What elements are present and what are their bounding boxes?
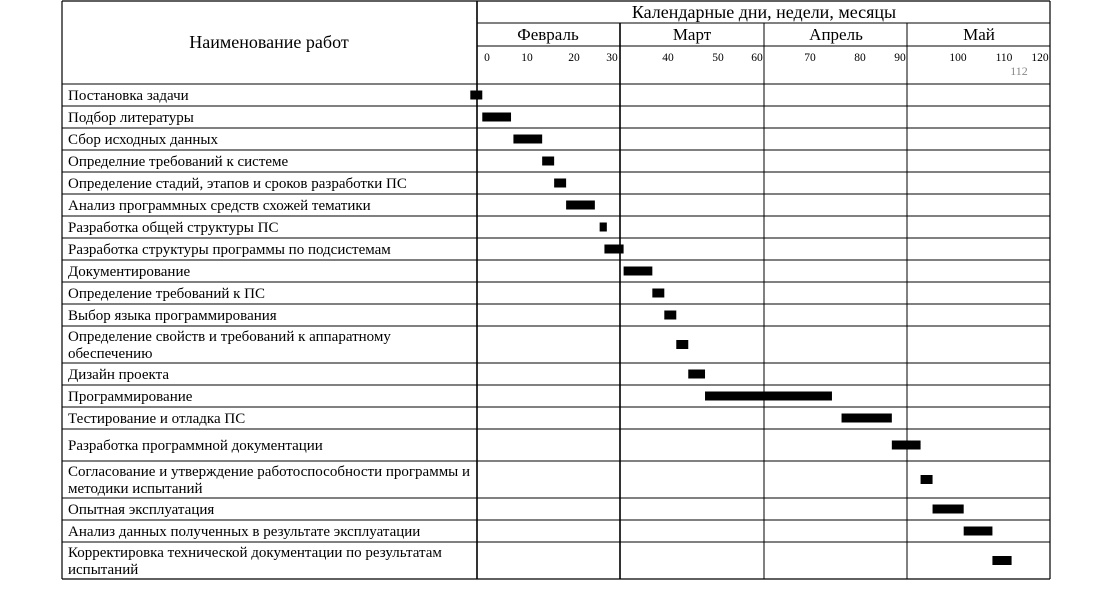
task-bar: [470, 91, 482, 100]
task-bar: [964, 527, 993, 536]
task-label: Тестирование и отладка ПС: [68, 411, 246, 427]
task-bar: [664, 311, 676, 320]
task-bar: [482, 113, 511, 122]
month-label: Февраль: [517, 25, 579, 44]
task-label: Постановка задачи: [68, 88, 189, 104]
day-tick-label: 20: [568, 52, 580, 64]
day-tick-label: 40: [662, 52, 674, 64]
task-label: Выбор языка программирования: [68, 308, 277, 324]
task-bar: [513, 135, 542, 144]
calendar-header: Календарные дни, недели, месяцы: [631, 2, 897, 22]
day-tick-label: 80: [854, 52, 866, 64]
task-bar: [933, 505, 964, 514]
month-label: Апрель: [809, 25, 863, 44]
day-tick-label: 120: [1031, 52, 1049, 64]
end-marker-label: 112: [1010, 64, 1028, 78]
task-bar: [604, 245, 623, 254]
task-label: Анализ программных средств схожей тематики: [68, 198, 371, 214]
task-label: Программирование: [68, 389, 193, 405]
day-tick-label: 70: [804, 52, 816, 64]
name-column-header: Наименование работ: [189, 32, 349, 52]
task-bars: [470, 91, 1011, 566]
task-bar: [992, 556, 1011, 565]
month-label: Март: [672, 25, 712, 44]
task-label: Корректировка технической документации по результатам испытаний: [68, 545, 442, 578]
task-bar: [624, 267, 653, 276]
task-label: Определение свойств и требований к аппаратному обеспечению: [68, 329, 391, 362]
task-bar: [842, 414, 892, 423]
day-tick-label: 110: [995, 52, 1013, 64]
task-label: Анализ данных полученных в результате эксплуатации: [68, 524, 421, 540]
task-bar: [652, 289, 664, 298]
task-label: Определние требований к системе: [68, 154, 289, 170]
task-label: Подбор литературы: [68, 110, 194, 126]
day-tick-label: 90: [894, 52, 906, 64]
task-label: Определение стадий, этапов и сроков разработки ПС: [68, 176, 407, 192]
task-label: Опытная эксплуатация: [68, 502, 215, 518]
task-bar: [892, 441, 921, 450]
day-tick-label: 30: [606, 52, 618, 64]
task-label: Разработка структуры программы по подсистемам: [68, 242, 391, 258]
task-bar: [566, 201, 595, 210]
task-label: Дизайн проекта: [68, 367, 170, 383]
task-bar: [600, 223, 607, 232]
task-bar: [921, 475, 933, 484]
task-bar: [676, 340, 688, 349]
day-tick-label: 100: [949, 52, 967, 64]
task-label: Сбор исходных данных: [68, 132, 218, 148]
task-label: Согласование и утверждение работоспособности программы и методики испытаний: [68, 464, 471, 497]
task-bar: [688, 370, 705, 379]
task-labels: [68, 88, 470, 578]
day-tick-label: 50: [712, 52, 724, 64]
task-bar: [542, 157, 554, 166]
task-label: Документирование: [68, 264, 191, 280]
month-label: Май: [963, 25, 995, 44]
task-label: Разработка общей структуры ПС: [68, 220, 279, 236]
task-label: Разработка программной документации: [68, 438, 323, 454]
day-tick-label: 60: [751, 52, 763, 64]
task-bar: [554, 179, 566, 188]
month-labels: [517, 25, 995, 44]
day-tick-label: 10: [521, 52, 533, 64]
day-tick-labels: [484, 52, 1049, 64]
task-label: Определение требований к ПС: [68, 286, 265, 302]
task-bar: [705, 392, 832, 401]
day-tick-label: 0: [484, 52, 490, 64]
